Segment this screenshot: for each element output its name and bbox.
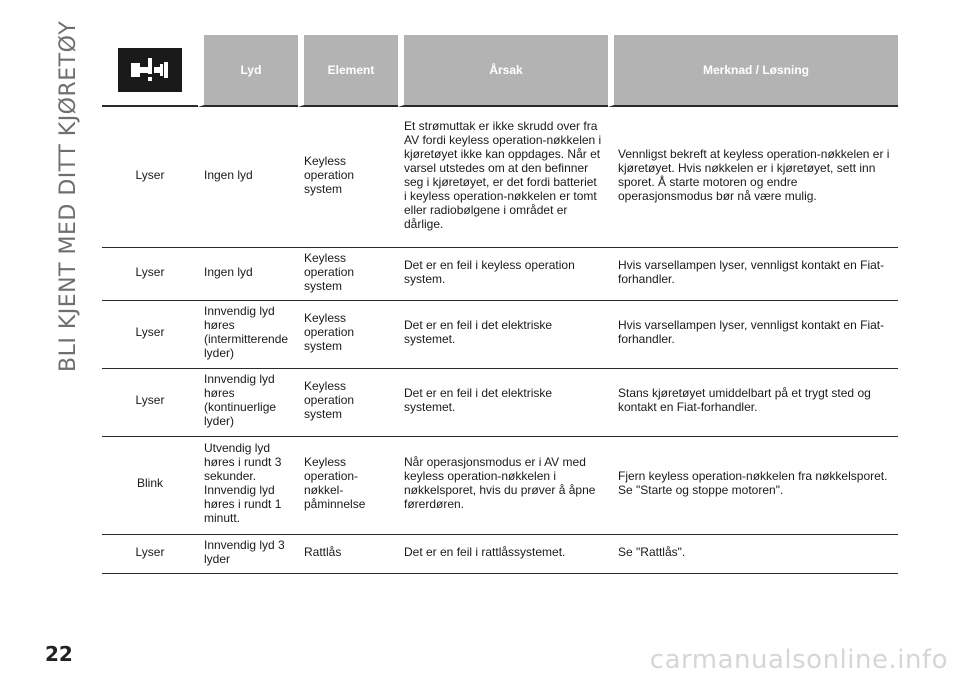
table-row — [102, 437, 898, 535]
cell-element: Innvendig lyd 3 lyder — [198, 535, 298, 574]
page-number: 22 — [45, 642, 73, 666]
cell-system: Keyless operation system — [298, 301, 398, 369]
cell-element: Ingen lyd — [198, 248, 298, 301]
cell-merknad: Hvis varsellampen lyser, vennligst kontakt en Fiat-forhandler. — [608, 301, 898, 369]
cell-system: Keyless operation- nøkkel- påminnelse — [298, 437, 398, 535]
header-merknad: Merknad / Løsning — [608, 35, 898, 107]
cell-merknad: Stans kjøretøyet umiddelbart på et trygt sted og kontakt en Fiat-forhandler. — [608, 369, 898, 437]
cell-lyd: Lyser — [102, 107, 198, 248]
cell-lyd: Blink — [102, 437, 198, 535]
cell-arsak: Et strømuttak er ikke skrudd over fra AV fordi keyless operation-nøkkelen i kjøretøyet ikke kan oppdages. Når et varsel utstedes om at den befinner seg i kjøretøyet, er det fordi batteriet i keyless operation-nøkkelen er tomt eller radiobølgene i området er dårlige. — [398, 107, 608, 248]
cell-arsak: Det er en feil i det elektriske systemet. — [398, 369, 608, 437]
watermark: carmanualsonline.info — [649, 645, 948, 675]
cell-arsak: Det er en feil i det elektriske systemet. — [398, 301, 608, 369]
table-header-row — [102, 35, 898, 107]
cell-system: Rattlås — [298, 535, 398, 574]
cell-lyd: Lyser — [102, 369, 198, 437]
cell-element: Innvendig lyd høres (kontinuerlige lyder) — [198, 369, 298, 437]
table-row — [102, 248, 898, 301]
cell-arsak: Det er en feil i keyless operation system. — [398, 248, 608, 301]
cell-merknad: Fjern keyless operation-nøkkelen fra nøkkelsporet. Se "Starte og stoppe motoren". — [608, 437, 898, 535]
cell-element: Ingen lyd — [198, 107, 298, 248]
cell-lyd: Lyser — [102, 301, 198, 369]
cell-merknad: Vennligst bekreft at keyless operation-nøkkelen er i kjøretøyet. Hvis nøkkelen er i kjøretøyet, sett inn sporet. Å starte motoren og endre operasjonsmodus bør nå være mulig. — [608, 107, 898, 248]
cell-system: Keyless operation system — [298, 107, 398, 248]
cell-arsak: Det er en feil i rattlåssystemet. — [398, 535, 608, 574]
header-element: Element — [298, 35, 398, 107]
cell-merknad: Hvis varsellampen lyser, vennligst kontakt en Fiat-forhandler. — [608, 248, 898, 301]
table-row — [102, 301, 898, 369]
table-row — [102, 369, 898, 437]
keyless-warning-icon — [118, 48, 182, 92]
cell-merknad: Se "Rattlås". — [608, 535, 898, 574]
table-row — [102, 107, 898, 248]
cell-system: Keyless operation system — [298, 248, 398, 301]
chapter-title: BLI KJENT MED DITT KJØRETØY — [56, 20, 81, 372]
warning-table — [102, 35, 898, 574]
table-row — [102, 535, 898, 574]
header-lyd: Lyd — [198, 35, 298, 107]
header-icon-cell — [102, 35, 198, 107]
cell-element: Innvendig lyd høres (intermitterende lyder) — [198, 301, 298, 369]
cell-element: Utvendig lyd høres i rundt 3 sekunder. Innvendig lyd høres i rundt 1 minutt. — [198, 437, 298, 535]
cell-lyd: Lyser — [102, 535, 198, 574]
cell-lyd: Lyser — [102, 248, 198, 301]
cell-arsak: Når operasjonsmodus er i AV med keyless operation-nøkkelen i nøkkelsporet, hvis du prøver å åpne førerdøren. — [398, 437, 608, 535]
header-arsak: Årsak — [398, 35, 608, 107]
cell-system: Keyless operation system — [298, 369, 398, 437]
